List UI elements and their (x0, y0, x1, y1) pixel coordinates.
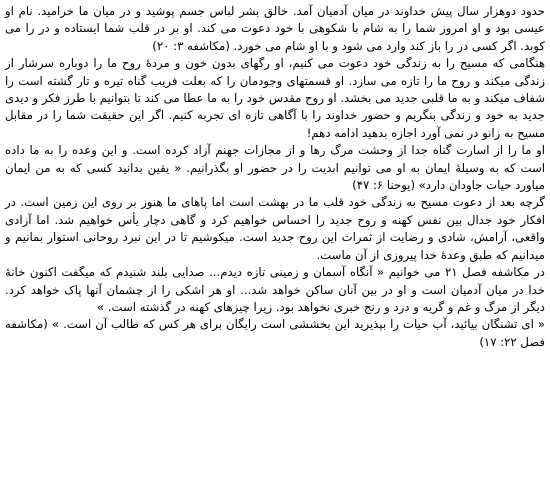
paragraph-struggle: گرچه بعد از دعوت مسیح به زندگی خود قلب ما در بهشت است اما پاهای ما هنوز بر روی این زمین است. در افکار خود جدال بین نفس کهنه و روح جدید را احساس خواهیم کرد و گاهی دچار یأس خواهیم شد. اما آزادی واقعی، آرامش، شادی و رضایت از ثمرات این روح جدید است. میکوشیم تا در این نبرد روحانی استوار بمانیم و میدانیم که طبق وعدهٔ خدا پیروزی از آن ماست. (5, 195, 545, 262)
paragraph-revelation-22: « ای تشنگان بیائید، آب حیات را بپذیرید این بخششی است رایگان برای هر کس که طالب آن است. » (مکاشفه فصل ۲۲: ۱۷) (5, 317, 545, 349)
paragraph-new-life: هنگامی که مسیح را به زندگی خود دعوت می کنیم، او رگهای بدون خون و مردهٔ روح ما را دوباره سرشار از زندگی میکند و روح ما را تازه می سازد. او قسمتهای وجودمان را که بعلت فریب گناه تیره و تار گشته است را شفاف میکند و به ما قلبی جدید می بخشد. او روح مقدس خود را به ما عطا می کند تا بتوانیم با طرز فکر و دیدی جدید به خود و زندگی بنگریم و حضور خداوند را با آگاهی تازه ای تجربه کنیم. اگر این حقیقت شما را در مقابل مسیح به زانو در نمی آورد اجازه بدهید ادامه دهم! (5, 56, 545, 140)
paragraph-revelation-21: در مکاشفه فصل ۲۱ می خوانیم « آنگاه آسمان و زمینی تازه دیدم... صدایی بلند شنیدم که میگفت اکنون خانهٔ خدا در میان آدمیان است و او در بین آنان ساکن خواهد شد... او هر اشکی را از چشمان آنها پاک خواهد کرد. دیگر از مرگ و غم و گریه و درد و رنج خبری نخواهد بود. زیرا چیزهای کهنه در گذشته است. » (5, 265, 545, 314)
paragraph-freedom: او ما را از اسارت گناه جدا از وحشت مرگ رها و از مجازات جهنم آزاد کرده است. و این وعده را به ما داده است که به وسیلهٔ ایمان به او می توانیم ابدیت را در حضور او بگذرانیم. « یقین بدانید کسی که به من ایمان میاورد حیات جاودان دارد» (یوحنا ۶: ۴۷) (5, 143, 545, 193)
paragraph-invitation: حدود دوهزار سال پیش خداوند در میان آدمیان آمد. خالق بشر لباس جسم پوشید و در میان ما خرامید. نام او عیسی بود و او امروز شما را به شام با شکوهی با خود دعوت می کند. او بر در قلب شما ایستاده و در را می کوبد. اگر کسی در را باز کند وارد می شود و با او شام می خورد. (مکاشفه ۳: ۲۰) (5, 4, 545, 53)
